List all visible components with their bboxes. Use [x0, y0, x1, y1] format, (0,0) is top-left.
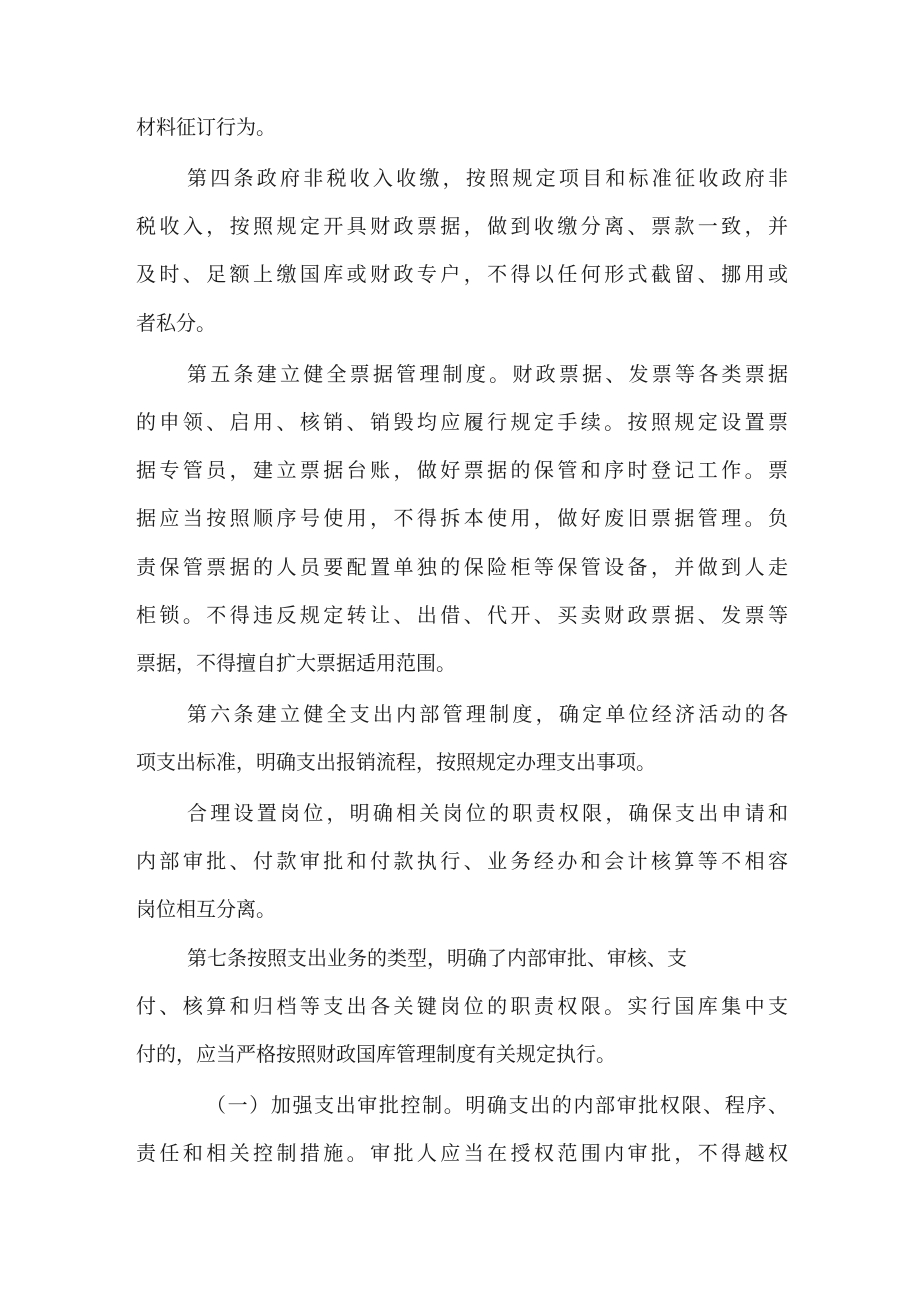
text-line: 责保管票据的人员要配置单独的保险柜等保管设备，并做到人走: [136, 555, 788, 579]
text-line: 付、核算和归档等支出各关键岗位的职责权限。实行国库集中支: [136, 994, 788, 1018]
text-line: 材料征订行为。: [136, 115, 276, 139]
text-line: 据专管员，建立票据台账，做好票据的保管和序时登记工作。票: [136, 458, 788, 482]
text-line: 据应当按照顺序号使用，不得拆本使用，做好废旧票据管理。负: [136, 506, 788, 530]
paragraph-article-6-start: 第六条建立健全支出内部管理制度，确定单位经济活动的各: [187, 702, 788, 726]
paragraph-positions-start: 合理设置岗位，明确相关岗位的职责权限，确保支出申请和: [187, 801, 788, 825]
paragraph-article-7-start: 第七条按照支出业务的类型，明确了内部审批、审核、支: [187, 946, 687, 970]
text-line: 的申领、启用、核销、销毁均应履行规定手续。按照规定设置票: [136, 410, 788, 434]
text-line: 柜锁。不得违反规定转让、出借、代开、买卖财政票据、发票等: [136, 603, 788, 627]
text-line: 内部审批、付款审批和付款执行、业务经办和会计核算等不相容: [136, 849, 788, 873]
text-line: 责任和相关控制措施。审批人应当在授权范围内审批，不得越权: [136, 1141, 788, 1165]
text-line: 者私分。: [136, 311, 216, 335]
text-line: 票据，不得擅自扩大票据适用范围。: [136, 651, 456, 675]
text-line: 及时、足额上缴国库或财政专户，不得以任何形式截留、挪用或: [136, 262, 788, 286]
paragraph-article-4-start: 第四条政府非税收入收缴，按照规定项目和标准征收政府非: [187, 166, 788, 190]
text-line: 项支出标准，明确支出报销流程，按照规定办理支出事项。: [136, 750, 656, 774]
paragraph-article-5-start: 第五条建立健全票据管理制度。财政票据、发票等各类票据: [187, 362, 788, 386]
paragraph-item-1-start: （一）加强支出审批控制。明确支出的内部审批权限、程序、: [206, 1093, 788, 1117]
text-line: 税收入，按照规定开具财政票据，做到收缴分离、票款一致，并: [136, 214, 788, 238]
text-line: 付的，应当严格按照财政国库管理制度有关规定执行。: [136, 1042, 616, 1066]
text-line: 岗位相互分离。: [136, 897, 276, 921]
